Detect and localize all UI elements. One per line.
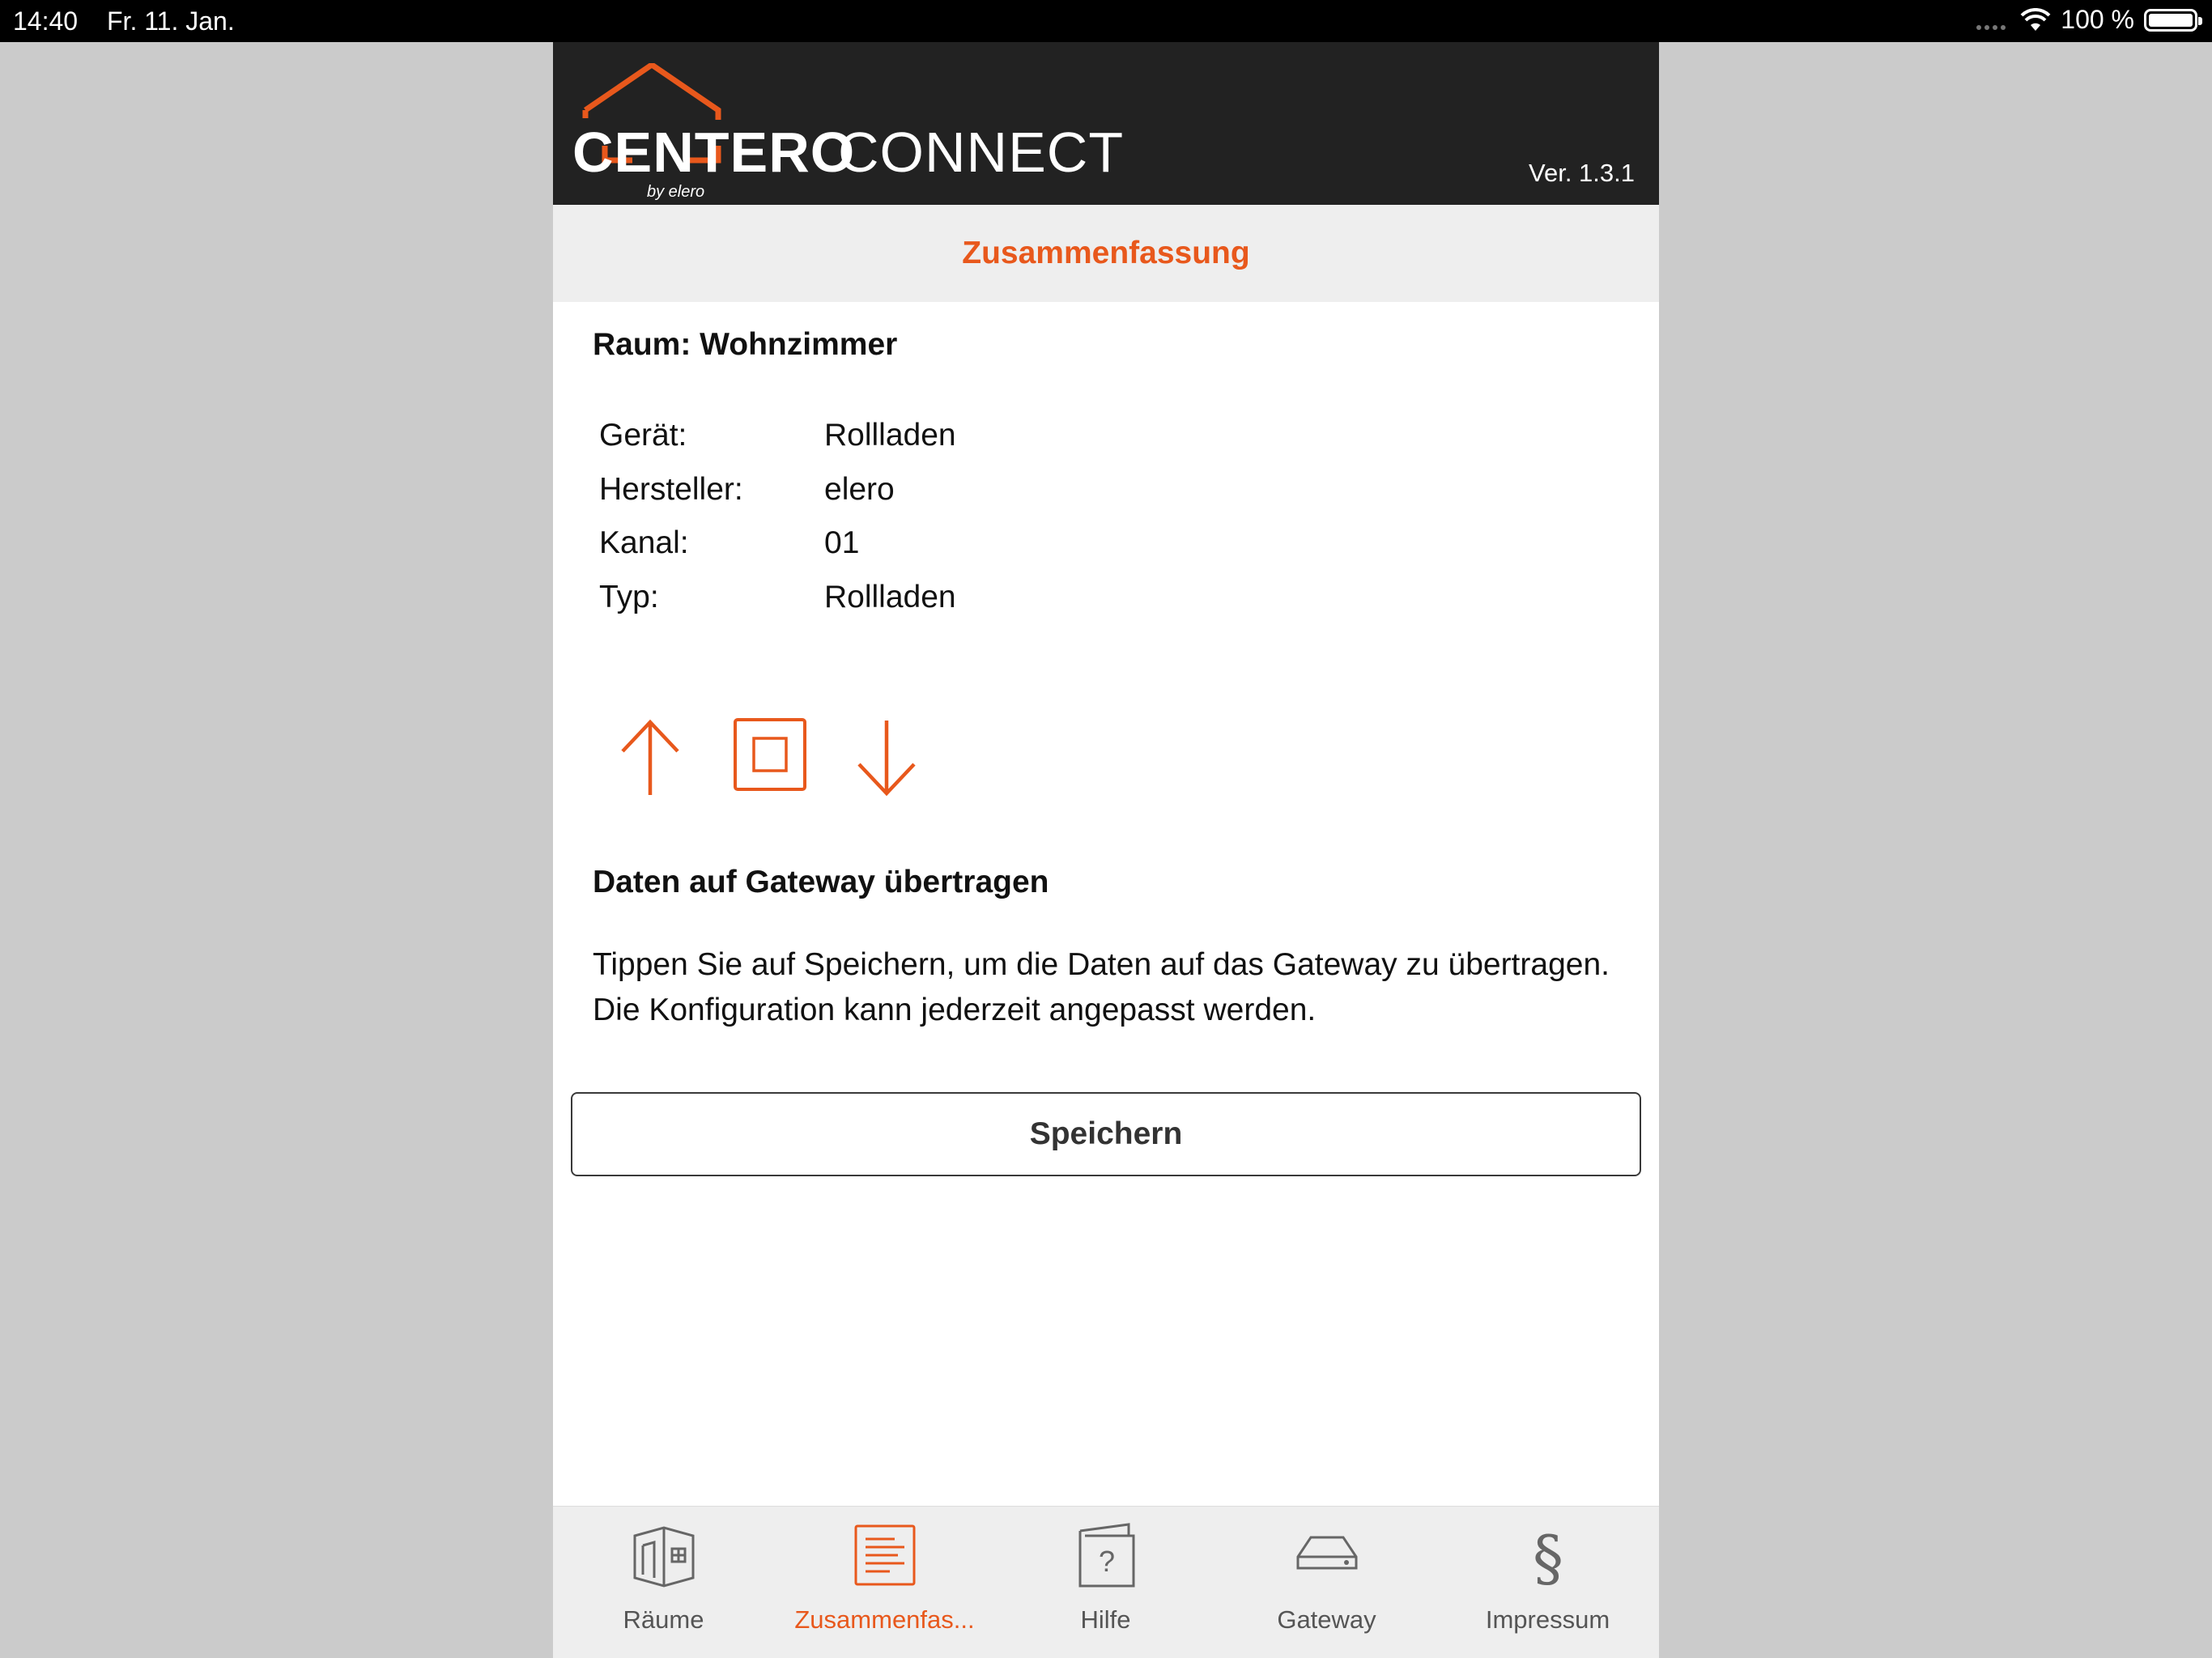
- tab-rooms[interactable]: [553, 1507, 774, 1658]
- tab-summary[interactable]: [774, 1507, 995, 1658]
- arrow-down-icon: [854, 717, 919, 798]
- tab-label: Zusammenfas...: [794, 1605, 975, 1634]
- logo-byline: by elero: [647, 183, 705, 201]
- tab-bar: [553, 1506, 1659, 1658]
- wifi-icon: [2020, 8, 2051, 32]
- cellular-signal-icon: [1976, 11, 2006, 30]
- device-info-value: Rollladen: [824, 418, 956, 453]
- shutter-up-button[interactable]: [618, 717, 683, 802]
- title-bar: [553, 205, 1659, 302]
- save-button[interactable]: Speichern: [571, 1092, 1641, 1176]
- page-title: Zusammenfassung: [962, 236, 1250, 270]
- gateway-icon: [1293, 1521, 1361, 1589]
- battery-percent: 100 %: [2061, 5, 2134, 34]
- arrow-up-icon: [618, 717, 683, 798]
- tab-label: Gateway: [1277, 1605, 1376, 1634]
- paragraph-icon: [1514, 1521, 1582, 1589]
- logo-word-connect: CONNECT: [838, 121, 1125, 184]
- device-info-label: Hersteller:: [599, 471, 743, 507]
- status-date: Fr. 11. Jan.: [107, 6, 235, 36]
- app-header: [553, 42, 1659, 205]
- stop-icon: [733, 717, 807, 792]
- help-book-icon: [1072, 1521, 1140, 1589]
- status-indicators: [1976, 5, 2197, 35]
- device-info-label: Gerät:: [599, 418, 687, 453]
- svg-text:?: ?: [1098, 1545, 1115, 1578]
- status-bar: [0, 0, 2212, 42]
- tab-label: Impressum: [1485, 1605, 1610, 1634]
- rooms-icon: [630, 1521, 698, 1589]
- tab-imprint[interactable]: [1437, 1507, 1658, 1658]
- battery-icon: [2144, 9, 2197, 32]
- shutter-down-button[interactable]: [854, 717, 919, 802]
- tab-help[interactable]: [995, 1507, 1216, 1658]
- logo-word-centero: CENTERO: [572, 121, 856, 184]
- app-panel: [553, 42, 1659, 1658]
- app-version: Ver. 1.3.1: [1529, 159, 1635, 187]
- svg-text:§: §: [1532, 1522, 1563, 1589]
- transfer-description: Tippen Sie auf Speichern, um die Daten auf das Gateway zu übertragen. Die Konfiguration kann jederzeit angepasst werden.: [593, 947, 1610, 1027]
- shutter-stop-button[interactable]: [733, 717, 807, 796]
- summary-icon: [851, 1521, 919, 1589]
- centero-connect-logo: [572, 63, 1155, 201]
- transfer-title: Daten auf Gateway übertragen: [593, 865, 1049, 899]
- tab-label: Hilfe: [1080, 1605, 1131, 1634]
- status-time: 14:40: [13, 6, 79, 36]
- device-info-value: 01: [824, 525, 860, 560]
- device-info-value: Rollladen: [824, 579, 956, 614]
- device-info-label: Kanal:: [599, 525, 689, 560]
- shutter-controls: [618, 672, 958, 793]
- device-info-label: Typ:: [599, 579, 659, 614]
- tab-label: Räume: [623, 1605, 704, 1634]
- tab-gateway[interactable]: [1216, 1507, 1437, 1658]
- room-heading: Raum: Wohnzimmer: [593, 327, 898, 362]
- device-info-value: elero: [824, 471, 895, 507]
